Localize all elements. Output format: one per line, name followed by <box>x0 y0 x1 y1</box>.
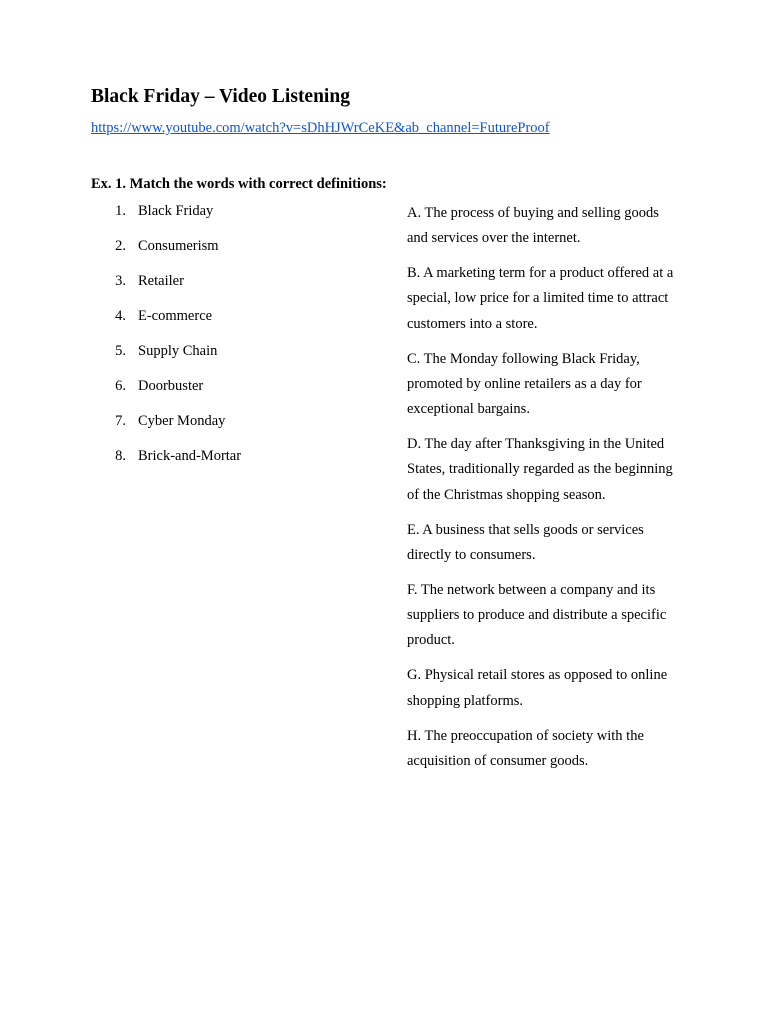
list-item <box>91 201 371 236</box>
definition-a: A. The process of buying and selling goods and services over the internet. <box>407 205 659 247</box>
word-term: Black Friday <box>138 203 214 219</box>
word-number: 5. <box>115 343 126 359</box>
word-term: Brick-and-Mortar <box>138 448 242 464</box>
exercise-heading: Ex. 1. Match the words with correct definitions: <box>91 176 387 192</box>
word-number: 1. <box>115 203 126 219</box>
word-term: Consumerism <box>138 238 219 254</box>
word-term: E-commerce <box>138 308 213 324</box>
word-number: 4. <box>115 308 126 324</box>
word-number: 2. <box>115 238 126 254</box>
word-number: 7. <box>115 413 126 429</box>
definition-c: C. The Monday following Black Friday, promoted by online retailers as a day for exceptional bargains. <box>407 350 642 418</box>
word-term: Supply Chain <box>138 343 218 359</box>
definitions-column <box>407 201 683 784</box>
video-link[interactable]: https://www.youtube.com/watch?v=sDhHJWrCeKE&ab_channel=FutureProof <box>91 120 550 136</box>
word-list <box>91 201 371 481</box>
definition-e: E. A business that sells goods or services directly to consumers. <box>407 521 644 563</box>
list-item <box>91 306 371 341</box>
list-item <box>91 446 371 481</box>
definition-f: F. The network between a company and its suppliers to produce and distribute a specific product. <box>407 581 667 649</box>
list-item <box>91 376 371 411</box>
word-number: 8. <box>115 448 126 464</box>
word-term: Retailer <box>138 273 184 289</box>
word-number: 6. <box>115 378 126 394</box>
word-term: Doorbuster <box>138 378 204 394</box>
definition-h: H. The preoccupation of society with the acquisition of consumer goods. <box>407 727 644 769</box>
list-item <box>91 341 371 376</box>
word-term: Cyber Monday <box>138 413 226 429</box>
list-item <box>91 236 371 271</box>
page-title: Black Friday – Video Listening <box>91 86 350 107</box>
list-item <box>91 271 371 306</box>
word-number: 3. <box>115 273 126 289</box>
definition-b: B. A marketing term for a product offered at a special, low price for a limited time to attract customers into a store. <box>407 265 674 332</box>
list-item <box>91 411 371 446</box>
definition-g: G. Physical retail stores as opposed to online shopping platforms. <box>407 667 668 709</box>
definition-d: D. The day after Thanksgiving in the United States, traditionally regarded as the beginning of the Christmas shopping season. <box>407 436 673 503</box>
